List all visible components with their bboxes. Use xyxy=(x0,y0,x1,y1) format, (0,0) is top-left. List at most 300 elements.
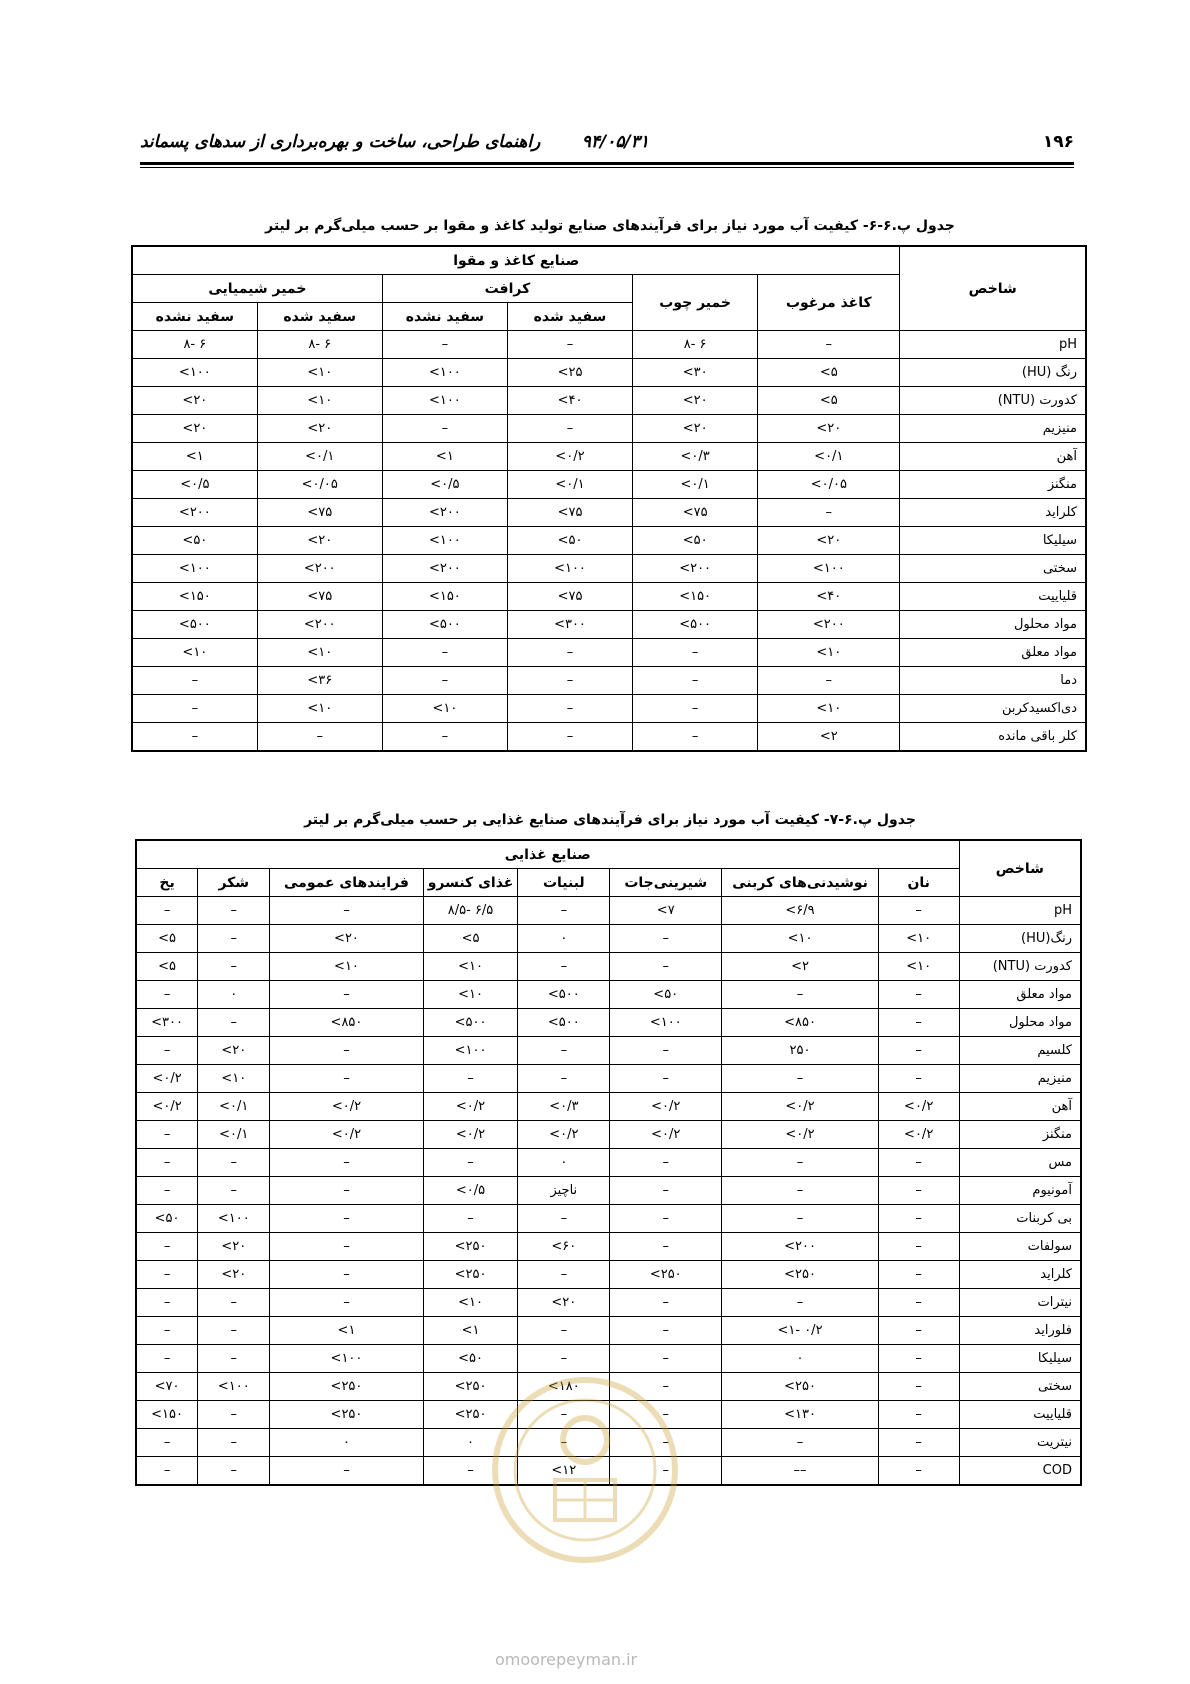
table-cell: – xyxy=(878,1037,959,1065)
table-row xyxy=(132,611,1086,639)
table-cell: ۰/۲> xyxy=(423,1093,518,1121)
table-cell: ۱۵۰> xyxy=(132,583,257,611)
table-cell: ۱۵۰> xyxy=(136,1401,198,1429)
table-cell: ۵۰> xyxy=(633,527,758,555)
table-cell: ۲۵۰> xyxy=(423,1401,518,1429)
table-cell: ۱۰> xyxy=(257,359,382,387)
table-cell: – xyxy=(610,1457,722,1486)
table-cell: ۱۰۰> xyxy=(132,555,257,583)
table-cell: ۰/۰۵> xyxy=(758,471,900,499)
row-label: کلر باقی مانده xyxy=(900,723,1086,752)
table-cell: ۰/۰۵> xyxy=(257,471,382,499)
table-cell: ۱۰> xyxy=(423,1289,518,1317)
table1-body xyxy=(132,331,1086,752)
table-cell: ۵> xyxy=(136,953,198,981)
table-cell: – xyxy=(878,1345,959,1373)
table-row xyxy=(136,1233,1081,1261)
table-cell: ۱> xyxy=(423,1317,518,1345)
table-cell: – xyxy=(722,1065,878,1093)
table-row xyxy=(136,1065,1081,1093)
watermark-text: omoorepeyman.ir xyxy=(495,1650,638,1669)
table-cell: – xyxy=(198,1317,270,1345)
table-cell: – xyxy=(610,953,722,981)
table-cell: ۲۰> xyxy=(257,527,382,555)
table-cell: ۲> xyxy=(722,953,878,981)
row-label: COD xyxy=(959,1457,1081,1486)
table-cell: – xyxy=(507,723,632,752)
table-cell: – xyxy=(270,1065,423,1093)
table-cell: ۵> xyxy=(423,925,518,953)
table-cell: – xyxy=(136,1037,198,1065)
table-cell: – xyxy=(198,953,270,981)
page-number: ۱۹۶ xyxy=(1042,132,1074,152)
table-cell: ۲۰۰> xyxy=(722,1233,878,1261)
table-cell: ۱۰۰> xyxy=(610,1009,722,1037)
col-header-unbleached: سفید نشده xyxy=(132,303,257,331)
table-cell: – xyxy=(610,1429,722,1457)
table-cell: – xyxy=(722,1177,878,1205)
table-cell: ۰ xyxy=(423,1429,518,1457)
col-header-kraft: کرافت xyxy=(382,275,632,303)
row-label: کلراید xyxy=(900,499,1086,527)
table-row xyxy=(136,1261,1081,1289)
table-row xyxy=(132,527,1086,555)
table-cell: ۵> xyxy=(758,359,900,387)
row-label: کلراید xyxy=(959,1261,1081,1289)
table-cell: ۵> xyxy=(136,925,198,953)
table-cell: ۲۰۰> xyxy=(758,611,900,639)
table-cell: ۱۵۰> xyxy=(633,583,758,611)
table-cell: ۲۰> xyxy=(270,925,423,953)
col-header: شکر xyxy=(198,869,270,897)
table-cell: ۵۰۰> xyxy=(132,611,257,639)
table-row xyxy=(136,1149,1081,1177)
row-label: منگنز xyxy=(900,471,1086,499)
table-cell: ۰/۲> xyxy=(722,1093,878,1121)
table-cell: ۰/۱> xyxy=(507,471,632,499)
table-cell: ۰/۱> xyxy=(257,443,382,471)
table-cell: ۵۰> xyxy=(136,1205,198,1233)
table1-caption: جدول پ.۶-۶- کیفیت آب مورد نیاز برای فرآیندهای صنایع تولید کاغذ و مقوا بر حسب میلی‌گرم بر لیتر xyxy=(265,218,955,234)
table-cell: – xyxy=(878,1401,959,1429)
col-header-paper: کاغذ مرغوب xyxy=(758,275,900,331)
table-cell: ۲۵۰> xyxy=(270,1401,423,1429)
table-cell: – xyxy=(610,1065,722,1093)
table-cell: ۲۵۰ xyxy=(722,1037,878,1065)
table-cell: ۱۰۰> xyxy=(198,1205,270,1233)
table-cell: ۲۰> xyxy=(198,1261,270,1289)
table-cell: ۲۰> xyxy=(758,415,900,443)
row-label: نیتریت xyxy=(959,1429,1081,1457)
table-cell: ۸۵۰> xyxy=(270,1009,423,1037)
table-cell: ۵۰۰> xyxy=(518,1009,610,1037)
table-cell: ۷۵> xyxy=(257,499,382,527)
table-cell: – xyxy=(878,1149,959,1177)
row-label: منیزیم xyxy=(959,1065,1081,1093)
table-cell: ۵۰۰> xyxy=(518,981,610,1009)
table-cell: ۱۰> xyxy=(257,639,382,667)
table-cell: ۲۵۰> xyxy=(270,1373,423,1401)
table-cell: – xyxy=(878,1457,959,1486)
table-cell: – xyxy=(758,499,900,527)
col-header-chem: خمیر شیمیایی xyxy=(132,275,382,303)
table-cell: ۲۰۰> xyxy=(382,499,507,527)
row-label: کدورت (NTU) xyxy=(959,953,1081,981)
table-row xyxy=(136,1093,1081,1121)
table-cell: ۱۰۰> xyxy=(198,1373,270,1401)
table-cell: ۱۰> xyxy=(878,925,959,953)
row-label: رنگ (HU) xyxy=(900,359,1086,387)
table-cell: – xyxy=(198,1177,270,1205)
table-cell: ۱۵۰> xyxy=(382,583,507,611)
table-cell: – xyxy=(610,1233,722,1261)
table-row xyxy=(132,331,1086,359)
row-label: قلیاییت xyxy=(900,583,1086,611)
table-cell: – xyxy=(633,667,758,695)
table-cell: ۱۰۰> xyxy=(270,1345,423,1373)
table-cell: ۸۵۰> xyxy=(722,1009,878,1037)
col-header: لبنیات xyxy=(518,869,610,897)
row-label: منیزیم xyxy=(900,415,1086,443)
table-cell: ۲۰> xyxy=(633,415,758,443)
table-cell: ۲۵۰> xyxy=(722,1373,878,1401)
table-row xyxy=(132,555,1086,583)
col-header: نان xyxy=(878,869,959,897)
table-cell: – xyxy=(198,1345,270,1373)
col-header: شیرینی‌جات xyxy=(610,869,722,897)
table-cell: – xyxy=(136,1317,198,1345)
table-cell: ۰/۵> xyxy=(423,1177,518,1205)
table-cell: ۱۰> xyxy=(270,953,423,981)
table-cell: – xyxy=(423,1205,518,1233)
table-cell: – xyxy=(610,1149,722,1177)
table-cell: ۲۰۰> xyxy=(132,499,257,527)
table-cell: – xyxy=(518,1205,610,1233)
table-cell: ۱۰> xyxy=(758,639,900,667)
table-cell: ۲۰> xyxy=(758,527,900,555)
table-cell: ۳۰۰> xyxy=(507,611,632,639)
col-header: غذای کنسرو xyxy=(423,869,518,897)
table-cell: – xyxy=(507,415,632,443)
table-cell: ۰ xyxy=(518,1149,610,1177)
table-cell: ۰/۲> xyxy=(270,1121,423,1149)
table-cell: ۲۰> xyxy=(198,1037,270,1065)
table-cell: ۷۵> xyxy=(257,583,382,611)
table-cell: ۰/۵> xyxy=(132,471,257,499)
col-header: یخ xyxy=(136,869,198,897)
table-row xyxy=(132,443,1086,471)
table-cell: ۶ -۸ xyxy=(132,331,257,359)
table-row xyxy=(132,415,1086,443)
table-row xyxy=(136,1037,1081,1065)
table-cell: ۲۰> xyxy=(633,387,758,415)
table-row xyxy=(136,1205,1081,1233)
table-cell: ۰/۲> xyxy=(878,1121,959,1149)
table-row xyxy=(132,471,1086,499)
col-header-group: صنایع غذایی xyxy=(136,840,959,869)
table-cell: ۰/۱> xyxy=(758,443,900,471)
table-row xyxy=(132,583,1086,611)
table-cell: ۱۰> xyxy=(423,981,518,1009)
table-cell: – xyxy=(136,1149,198,1177)
table-row xyxy=(132,387,1086,415)
table-row xyxy=(136,1009,1081,1037)
table-cell: ۵۰> xyxy=(132,527,257,555)
col-header-unbleached: سفید نشده xyxy=(382,303,507,331)
table-cell: ۱۰> xyxy=(132,639,257,667)
table-row xyxy=(136,897,1081,925)
table-cell: – xyxy=(878,1373,959,1401)
table-cell: – xyxy=(722,1149,878,1177)
table-cell: – xyxy=(382,667,507,695)
table-cell: ۲۵۰> xyxy=(722,1261,878,1289)
table-cell: – xyxy=(198,925,270,953)
table-cell: – xyxy=(518,1261,610,1289)
table-cell: – xyxy=(507,331,632,359)
table-cell: – xyxy=(722,1429,878,1457)
table-cell: – xyxy=(270,897,423,925)
table-cell: ۲۰> xyxy=(132,415,257,443)
table-row xyxy=(136,1177,1081,1205)
table-cell: – xyxy=(518,1065,610,1093)
table-cell: ۲۰> xyxy=(518,1289,610,1317)
table-cell: – xyxy=(610,1317,722,1345)
col-header-param: شاخص xyxy=(900,246,1086,331)
row-label: فلوراید xyxy=(959,1317,1081,1345)
table-cell: – xyxy=(136,1177,198,1205)
row-label: دی‌اکسیدکربن xyxy=(900,695,1086,723)
table-cell: ۱۰۰> xyxy=(423,1037,518,1065)
table-cell: ۵> xyxy=(758,387,900,415)
table-cell: ۰/۱> xyxy=(198,1093,270,1121)
table-cell: – xyxy=(198,1009,270,1037)
table-cell: ۲۰۰> xyxy=(382,555,507,583)
table-cell: – xyxy=(518,953,610,981)
table-cell: ۲۵۰> xyxy=(423,1233,518,1261)
table-cell: – xyxy=(136,981,198,1009)
table-cell: ۰/۲> xyxy=(878,1093,959,1121)
table-cell: – xyxy=(270,1261,423,1289)
table-cell: – xyxy=(878,1065,959,1093)
table-cell: – xyxy=(878,1317,959,1345)
table-cell: – xyxy=(423,1149,518,1177)
table-cell: – xyxy=(382,415,507,443)
table-cell: ۱۰> xyxy=(722,925,878,953)
table-cell: ۰/۲> xyxy=(136,1065,198,1093)
table-cell: – xyxy=(610,1401,722,1429)
table-cell: ۰/۲> xyxy=(610,1121,722,1149)
table-cell: – xyxy=(758,667,900,695)
table-cell: – xyxy=(136,1121,198,1149)
table-cell: – xyxy=(633,639,758,667)
table-cell: – xyxy=(270,1149,423,1177)
table-cell: ۷۵> xyxy=(507,583,632,611)
table-cell: – xyxy=(198,1149,270,1177)
table-cell: ۳۶> xyxy=(257,667,382,695)
table-row xyxy=(132,359,1086,387)
row-label: دما xyxy=(900,667,1086,695)
row-label: سختی xyxy=(959,1373,1081,1401)
table-cell: – xyxy=(610,1289,722,1317)
table-cell: – xyxy=(610,1205,722,1233)
table-cell: ۷> xyxy=(610,897,722,925)
row-label: قلیاییت xyxy=(959,1401,1081,1429)
table-cell: ۰ xyxy=(518,925,610,953)
table-cell: – xyxy=(722,1289,878,1317)
table-cell: – xyxy=(270,1037,423,1065)
table-cell: ۱۲> xyxy=(518,1457,610,1486)
row-label: بی کربنات xyxy=(959,1205,1081,1233)
table-row xyxy=(132,695,1086,723)
table-cell: ۱> xyxy=(382,443,507,471)
table-cell: – xyxy=(132,723,257,752)
table-row xyxy=(136,1345,1081,1373)
table-cell: ۲۵۰> xyxy=(423,1261,518,1289)
row-label: سولفات xyxy=(959,1233,1081,1261)
table-cell: ۷۵> xyxy=(633,499,758,527)
table-row xyxy=(136,1121,1081,1149)
table-cell: – xyxy=(878,1205,959,1233)
table-cell: – xyxy=(270,1289,423,1317)
table-cell: ۱۰۰> xyxy=(132,359,257,387)
row-label: مس xyxy=(959,1149,1081,1177)
table-cell: – xyxy=(270,1457,423,1486)
table-cell: – xyxy=(136,1289,198,1317)
table-cell: – xyxy=(132,667,257,695)
table-cell: ۰/۲> xyxy=(270,1093,423,1121)
table-cell: ۵۰> xyxy=(507,527,632,555)
table-cell: – xyxy=(518,1317,610,1345)
row-label: آمونیوم xyxy=(959,1177,1081,1205)
table-cell: ۰/۲> xyxy=(136,1093,198,1121)
table-cell: – xyxy=(136,1233,198,1261)
table2-subheader-row xyxy=(136,869,1081,897)
table-cell: – xyxy=(132,695,257,723)
table-cell: ۰ xyxy=(722,1345,878,1373)
table-cell: – xyxy=(136,1261,198,1289)
table-cell: – xyxy=(610,925,722,953)
table-cell: ۶ -۸ xyxy=(633,331,758,359)
col-header-param: شاخص xyxy=(959,840,1081,897)
table-row xyxy=(132,639,1086,667)
table-cell: ۲۵۰> xyxy=(610,1261,722,1289)
row-label: کدورت (NTU) xyxy=(900,387,1086,415)
table-cell: – xyxy=(423,1065,518,1093)
table-cell: ۲۰۰> xyxy=(257,611,382,639)
table-cell: – xyxy=(610,1037,722,1065)
table-cell: – xyxy=(518,1401,610,1429)
table-cell: ۰/۱> xyxy=(198,1121,270,1149)
table-cell: – xyxy=(507,639,632,667)
table-cell: – xyxy=(878,1177,959,1205)
table-cell: – xyxy=(198,1289,270,1317)
table-cell: – xyxy=(610,1373,722,1401)
table-cell: – xyxy=(507,667,632,695)
table-cell: – xyxy=(198,1457,270,1486)
table-row xyxy=(136,953,1081,981)
table-cell: ۵۰۰> xyxy=(633,611,758,639)
row-label: مواد معلق xyxy=(959,981,1081,1009)
table-cell: – xyxy=(382,331,507,359)
table-cell: – xyxy=(518,1037,610,1065)
table-cell: – xyxy=(518,1429,610,1457)
table-cell: ۲۵> xyxy=(507,359,632,387)
table-cell: – xyxy=(518,897,610,925)
table-cell: ۲۰۰> xyxy=(257,555,382,583)
table-cell: ۱۰> xyxy=(423,953,518,981)
table-cell: ۱۰۰> xyxy=(382,359,507,387)
table-cell: ۶ -۸ xyxy=(257,331,382,359)
table-cell: – xyxy=(136,1345,198,1373)
table-cell: ۱۰۰> xyxy=(382,387,507,415)
table-cell: – xyxy=(382,639,507,667)
col-header-bleached: سفید شده xyxy=(257,303,382,331)
table-cell: – xyxy=(610,1345,722,1373)
table-cell: – xyxy=(722,981,878,1009)
table-cell: –– xyxy=(722,1457,878,1486)
table-cell: – xyxy=(382,723,507,752)
col-header-wood: خمیر چوب xyxy=(633,275,758,331)
header-title: راهنمای طراحی، ساخت و بهره‌برداری از سدهای پسماند xyxy=(140,132,541,152)
table-row xyxy=(132,499,1086,527)
table-cell: ۰/۲ -۱> xyxy=(722,1317,878,1345)
table-cell: ۰ xyxy=(198,981,270,1009)
row-label: نیترات xyxy=(959,1289,1081,1317)
table-cell: ۶/۵ -۸/۵ xyxy=(423,897,518,925)
table-row xyxy=(132,667,1086,695)
table-cell: – xyxy=(270,1205,423,1233)
table-cell: – xyxy=(136,1429,198,1457)
table-cell: – xyxy=(878,1009,959,1037)
table-cell: – xyxy=(136,1457,198,1486)
table-cell: ۰/۲> xyxy=(507,443,632,471)
paper-industry-table xyxy=(131,245,1087,752)
table-cell: ۱۰> xyxy=(878,953,959,981)
table-cell: – xyxy=(878,1289,959,1317)
table-cell: – xyxy=(878,897,959,925)
table-cell: – xyxy=(633,695,758,723)
table2-caption: جدول پ.۶-۷- کیفیت آب مورد نیاز برای فرآیندهای صنایع غذایی بر حسب میلی‌گرم بر لیتر xyxy=(304,812,916,828)
table-cell: ناچیز xyxy=(518,1177,610,1205)
table-cell: ۴۰> xyxy=(758,583,900,611)
table-cell: ۰/۲> xyxy=(423,1121,518,1149)
row-label: آهن xyxy=(959,1093,1081,1121)
table-cell: ۲۰> xyxy=(132,387,257,415)
row-label: کلسیم xyxy=(959,1037,1081,1065)
table-cell: ۱۰۰> xyxy=(382,527,507,555)
table-cell: ۰/۲> xyxy=(722,1121,878,1149)
table-cell: ۰/۲> xyxy=(518,1121,610,1149)
table-cell: ۱> xyxy=(132,443,257,471)
stamp-logo xyxy=(485,1370,685,1570)
table-cell: ۵۰۰> xyxy=(423,1009,518,1037)
row-label: سختی xyxy=(900,555,1086,583)
table-cell: ۴۰> xyxy=(507,387,632,415)
row-label: سیلیکا xyxy=(900,527,1086,555)
table-cell: – xyxy=(198,897,270,925)
table-cell: ۲> xyxy=(758,723,900,752)
row-label: منگنز xyxy=(959,1121,1081,1149)
page-header xyxy=(140,128,1074,168)
table-cell: – xyxy=(878,1233,959,1261)
table-cell: ۰/۱> xyxy=(633,471,758,499)
header-date: ۹۴/۰۵/۳۱ xyxy=(581,132,649,152)
table-cell: ۱۰> xyxy=(257,387,382,415)
table-cell: ۲۵۰> xyxy=(423,1373,518,1401)
row-label: سیلیکا xyxy=(959,1345,1081,1373)
table-cell: – xyxy=(518,1345,610,1373)
table-cell: – xyxy=(878,981,959,1009)
